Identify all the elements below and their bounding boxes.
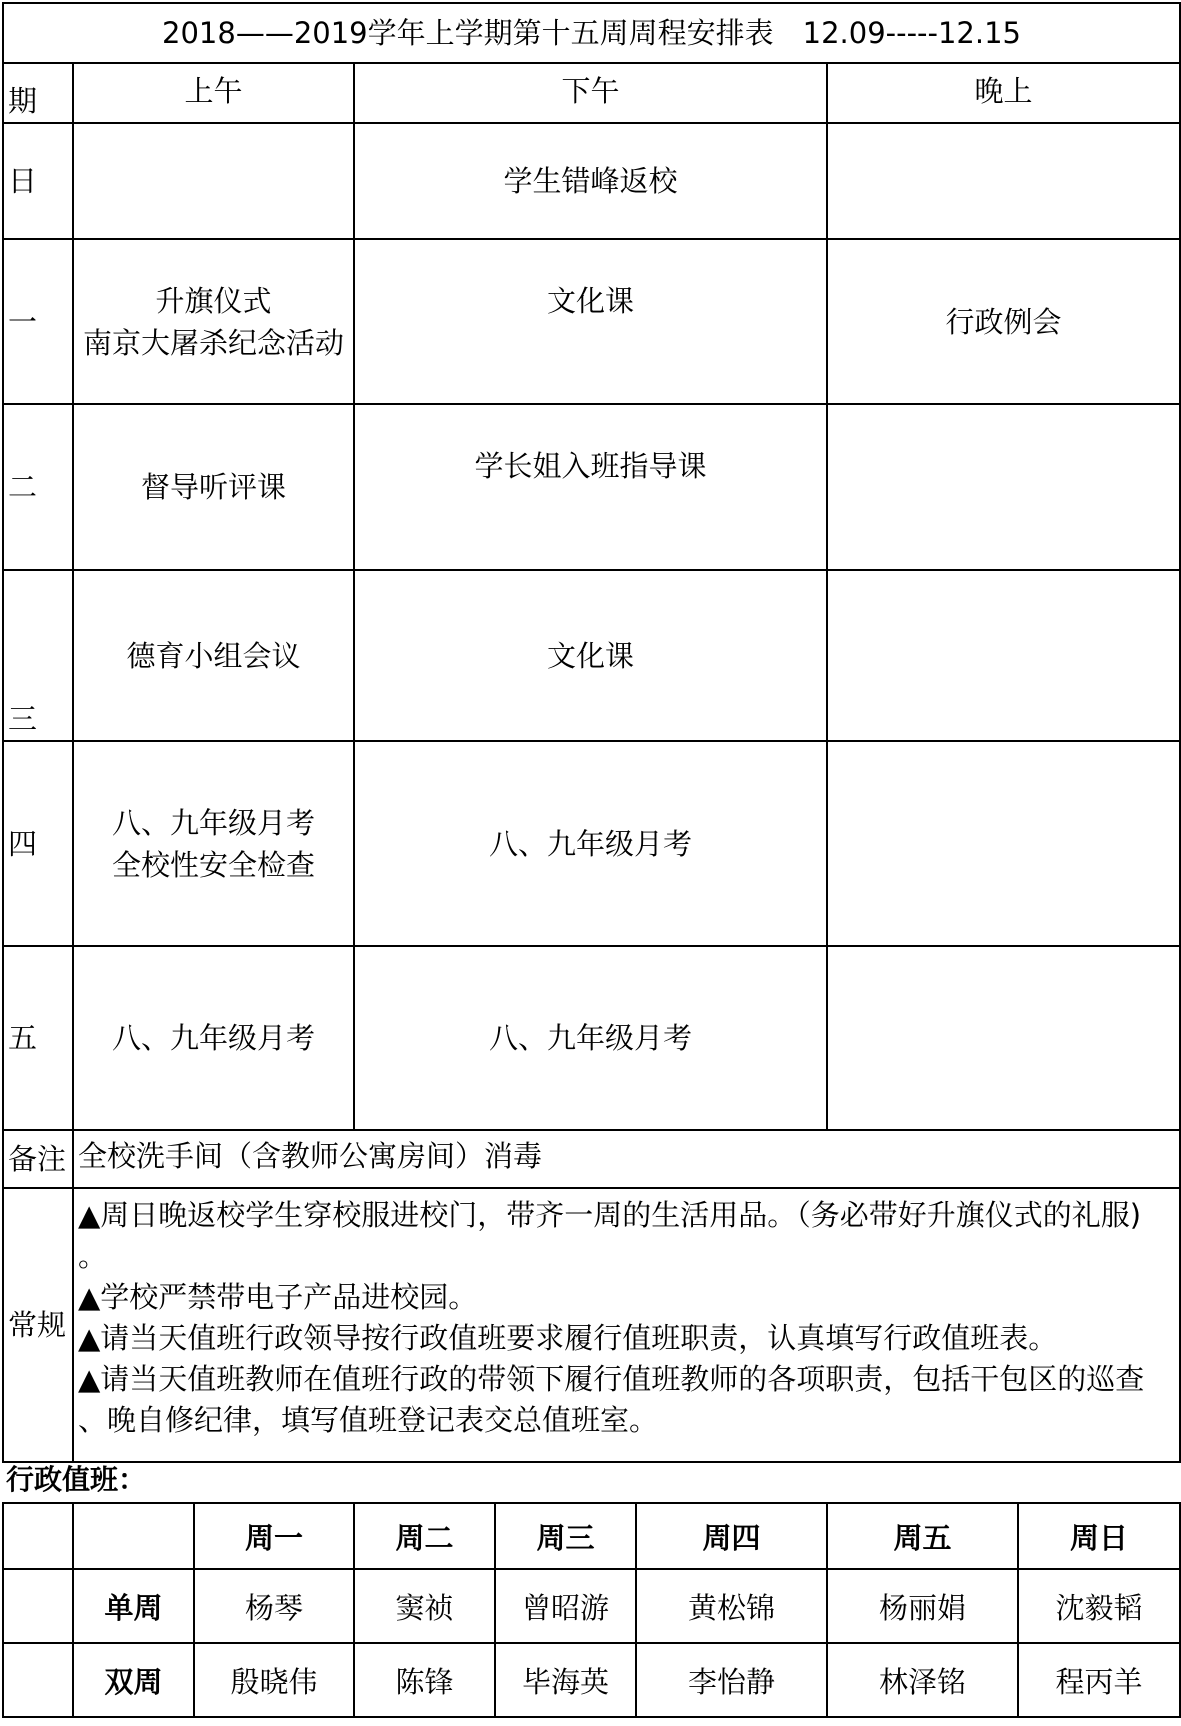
day-label: 四 [3,741,73,946]
afternoon-cell [354,123,827,239]
cell-line: 八、九年级月考 [111,1021,315,1055]
duty-name: 黄松锦 [636,1569,827,1643]
evening-cell [827,404,1180,570]
day-label: 二 [3,404,73,570]
duty-corner-cell [3,1503,73,1569]
cell-line: 升旗仪式 [155,283,272,318]
cell-line: 八、九年级月考 [488,1021,692,1055]
regulations-row [3,1188,1180,1462]
cell-line: 南京大屠杀纪念活动 [82,325,344,360]
evening-cell [827,123,1180,239]
duty-col-header: 周五 [827,1503,1018,1569]
regulation-line: ▲学校严禁带电子产品进校园。 [78,1280,478,1314]
duty-name: 沈毅韬 [1018,1569,1180,1643]
afternoon-cell [354,741,827,946]
duty-name: 殷晓伟 [194,1643,354,1717]
day-row-thursday [3,741,1180,946]
morning-cell [73,946,354,1130]
duty-name: 曾昭游 [495,1569,636,1643]
evening-cell [827,741,1180,946]
day-row-monday [3,239,1180,404]
cell-line: 文化课 [546,638,634,673]
afternoon-cell [354,946,827,1130]
duty-label-header [73,1503,194,1569]
cell-line: 全校性安全检查 [111,847,315,882]
regulations-text [73,1188,1180,1462]
duty-blank-cell [3,1569,73,1643]
regulation-line: ▲请当天值班行政领导按行政值班要求履行值班职责，认真填写行政值班表。 [78,1321,1058,1355]
cell-line: 八、九年级月考 [111,805,315,840]
morning-cell [73,123,354,239]
duty-heading: 行政值班： [6,1463,147,1496]
duty-col-header: 周日 [1018,1503,1180,1569]
afternoon-cell [354,239,827,404]
duty-table [2,1502,1181,1718]
evening-cell [827,946,1180,1130]
regulation-line: ▲周日晚返校学生穿校服进校门，带齐一周的生活用品。（务必带好升旗仪式的礼服) [78,1198,1142,1232]
notes-text: 全校洗手间（含教师公寓房间）消毒 [73,1130,1180,1188]
duty-name: 程丙羊 [1018,1643,1180,1717]
regulations-label: 常规 [3,1188,73,1462]
duty-col-header: 周三 [495,1503,636,1569]
duty-col-header: 周四 [636,1503,827,1569]
duty-row-odd-week [3,1569,1180,1643]
schedule-title: 2018——2019学年上学期第十五周周程安排表 12.09-----12.15 [3,3,1180,63]
duty-name: 林泽铭 [827,1643,1018,1717]
duty-name: 杨琴 [194,1569,354,1643]
header-day: 期 [3,63,73,123]
afternoon-cell [354,570,827,741]
regulation-line: 。 [78,1239,108,1273]
day-row-friday [3,946,1180,1130]
evening-cell [827,239,1180,404]
day-row-tuesday [3,404,1180,570]
header-row [3,63,1180,123]
day-label: 五 [3,946,73,1130]
evening-cell [827,570,1180,741]
cell-line: 德育小组会议 [126,638,301,673]
morning-cell [73,741,354,946]
cell-line: 文化课 [546,284,634,318]
duty-name: 陈锋 [354,1643,495,1717]
duty-header-row [3,1503,1180,1569]
morning-cell [73,404,354,570]
cell-line: 学长姐入班指导课 [474,449,707,483]
morning-cell [73,570,354,741]
duty-col-header: 周一 [194,1503,354,1569]
day-row-sunday [3,123,1180,239]
header-afternoon: 下午 [354,63,827,123]
morning-cell [73,239,354,404]
duty-row-even-week [3,1643,1180,1717]
regulation-line: ▲请当天值班教师在值班行政的带领下履行值班教师的各项职责，包括干包区的巡查 [78,1362,1145,1396]
day-row-wednesday [3,570,1180,741]
duty-row-label: 双周 [73,1643,194,1717]
header-evening: 晚上 [827,63,1180,123]
duty-row-label: 单周 [73,1569,194,1643]
notes-label: 备注 [3,1130,73,1188]
duty-name: 李怡静 [636,1643,827,1717]
duty-col-header: 周二 [354,1503,495,1569]
weekly-schedule-table [2,2,1181,1463]
day-label: 一 [3,239,73,404]
cell-line: 学生错峰返校 [503,164,678,198]
header-morning: 上午 [73,63,354,123]
duty-blank-cell [3,1643,73,1717]
duty-name: 毕海英 [495,1643,636,1717]
afternoon-cell [354,404,827,570]
notes-row [3,1130,1180,1188]
day-label: 日 [3,123,73,239]
cell-line: 行政例会 [945,304,1062,339]
cell-line: 八、九年级月考 [488,826,692,861]
duty-name: 杨丽娟 [827,1569,1018,1643]
cell-line: 督导听评课 [140,470,286,504]
day-label: 三 [3,570,73,741]
duty-name: 窦祯 [354,1569,495,1643]
regulation-line: 、晚自修纪律，填写值班登记表交总值班室。 [78,1403,659,1437]
